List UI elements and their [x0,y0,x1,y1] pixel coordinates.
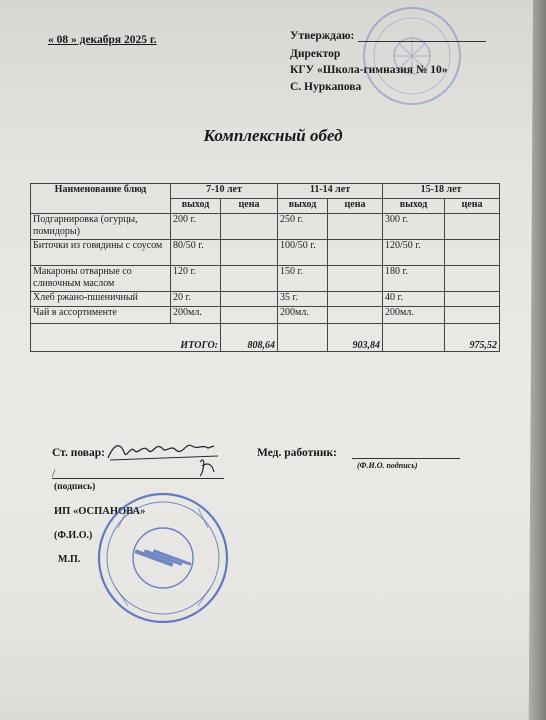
document-date: « 08 » декабря 2025 г. [48,34,157,46]
output-cell: 35 г. [278,292,328,307]
med-worker-label: Мед. работник: [257,447,337,459]
director-name: С. Нуркапова [290,81,362,93]
menu-table [30,183,500,352]
column-header-output: выход [383,199,445,214]
signature-slash: / [52,468,56,480]
director-position: Директор [290,48,341,60]
output-cell: 300 г. [383,214,445,240]
price-cell [328,292,383,307]
output-cell: 80/50 г. [171,240,221,266]
price-cell [328,240,383,266]
dish-name: Биточки из говядины с соусом [31,240,171,266]
output-cell: 200мл. [171,307,221,324]
column-header-price: цена [221,199,278,214]
dish-name: Подгарнировка (огурцы, помидоры) [31,214,171,240]
table-row [31,292,500,307]
output-cell: 100/50 г. [278,240,328,266]
output-cell: 40 г. [383,292,445,307]
table-row [31,266,500,292]
price-cell [221,292,278,307]
empty-cell [278,324,328,352]
output-cell: 120/50 г. [383,240,445,266]
total-price: 903,84 [328,324,383,352]
output-cell: 250 г. [278,214,328,240]
price-cell [221,240,278,266]
total-row [31,324,500,352]
mp-label: М.П. [58,554,81,565]
dish-name: Чай в ассортименте [31,307,171,324]
price-cell [221,307,278,324]
column-header-age: 11-14 лет [278,184,383,199]
ip-stamp [88,488,238,628]
dish-name: Макароны отварные со сливочным маслом [31,266,171,292]
approve-label: Утверждаю: [290,30,355,42]
total-price: 975,52 [445,324,500,352]
price-cell [221,266,278,292]
price-cell [221,214,278,240]
ip-name: ИП «ОСПАНОВА» [54,506,146,517]
output-cell: 20 г. [171,292,221,307]
output-cell: 200мл. [278,307,328,324]
price-cell [445,266,500,292]
signature-line [52,478,224,479]
price-cell [328,307,383,324]
output-cell: 180 г. [383,266,445,292]
table-row [31,240,500,266]
page-title: Комплексный обед [203,126,343,145]
column-header-price: цена [328,199,383,214]
price-cell [445,214,500,240]
empty-cell [383,324,445,352]
column-header-age: 15-18 лет [383,184,500,199]
organization-name: КГУ «Школа-гимназия № 10» [290,64,448,76]
price-cell [445,240,500,266]
price-cell [445,292,500,307]
table-row [31,307,500,324]
dish-name: Хлеб ржано-пшеничный [31,292,171,307]
table-row [31,214,500,240]
column-header-dish: Наименование блюд [31,184,171,214]
signature-label: (подпись) [54,482,96,492]
price-cell [328,214,383,240]
approval-signature-line [358,41,486,42]
output-cell: 150 г. [278,266,328,292]
price-cell [445,307,500,324]
cook-label: Ст. повар: [52,447,105,459]
column-header-age: 7-10 лет [171,184,278,199]
column-header-price: цена [445,199,500,214]
fio-label: (Ф.И.О.) [54,530,93,541]
cook-signature [104,432,229,480]
column-header-output: выход [278,199,328,214]
column-header-output: выход [171,199,221,214]
price-cell [328,266,383,292]
fio-signature-note: (Ф.И.О. подпись) [357,461,418,470]
output-cell: 200 г. [171,214,221,240]
table-header-row [31,184,500,199]
school-seal [352,2,472,110]
output-cell: 120 г. [171,266,221,292]
total-label: ИТОГО: [31,324,221,352]
total-price: 808,64 [221,324,278,352]
output-cell: 200мл. [383,307,445,324]
